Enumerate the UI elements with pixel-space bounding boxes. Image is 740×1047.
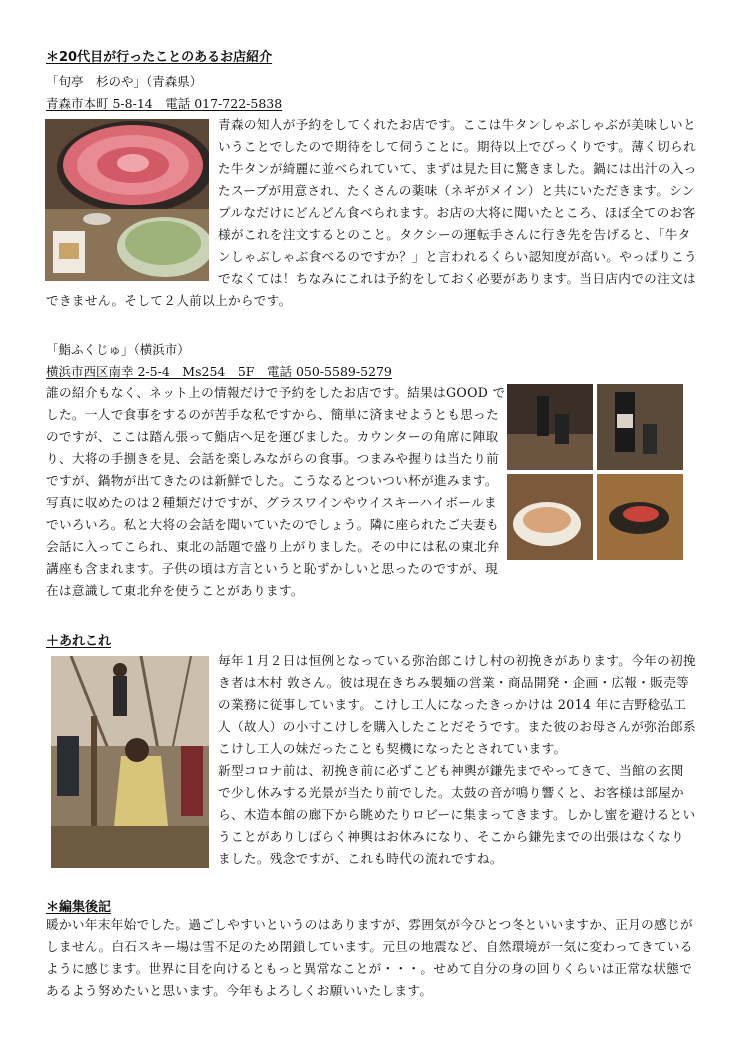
- section-heading-editorial: ＊編集後記: [46, 900, 112, 915]
- shop2-name: 「鮨ふくじゅ」（横浜市）: [46, 342, 190, 357]
- editorial-text: 暖かい年末年始でした。過ごしやすいというのはありますが、雰囲気が今ひとつ冬といいますか、正月の感じがしません。白石スキー場は雪不足のため閉鎖しています。元旦の地震など、自然環境が一気に変わってきているように感じます。世界に目を向けるともっと異常なことが・・・。せめて自分の身の回りくらいは正常な状態であるよう努めたいと思います。今年もよろしくお願いいたします。: [46, 917, 693, 998]
- misc-text-1: 毎年１月２日は恒例となっている弥治郎こけし村の初挽きがあります。今年の初挽き者は木村 敦さん。彼は現在きちみ製麺の営業・商品開発・企画・広報・販売等の業務に従事しています。こけし工人になったきっかけは 2014 年に吉野稔弘工人（故人）の小寸こけしを購入したことだそうです。また彼のお母さんが弥治郎系こけし工人の妹だったことも契機になったとされています。: [218, 653, 696, 756]
- shop1-address: 青森市本町 5-8-14 電話 017-722-5838: [46, 96, 283, 111]
- shop2-photo-spacer: [506, 382, 698, 562]
- section-heading-shops: ＊20代目が行ったことのあるお店紹介: [46, 50, 273, 65]
- shop1-photo-spacer: [46, 114, 218, 284]
- shop2-text-wrap: [46, 382, 698, 602]
- shop2-text: 誰の紹介もなく、ネット上の情報だけで予約をしたお店です。結果はGOOD でした。一人で食事をするのが苦手な私ですから、簡単に済ませようとも思ったのですが、ここは踏ん張って鮨店へ足を運びました。カウンターの角席に陣取り、大将の手捌きを見、会話を楽しみながらの食事。つまみや握りは当たり前ですが、鍋物が出てきたのは新鮮でした。こうなるとついつい杯が進みます。写真に収めたのは２種類だけですが、グラスワインやウイスキーハイボールまでいろいろ。私と大将の会話を聞いていたのでしょう。隣に座られたご夫妻も会話に入ってこられ、東北の話題で盛り上がりました。その中には私の東北弁講座も含まれます。子供の頃は方言というと恥ずかしいと思ったのですが、現在は意識して東北弁を使うことがあります。: [46, 385, 506, 598]
- shop1-name: 「旬亭 杉のや」（青森県）: [46, 74, 203, 89]
- kokeshi-event-photo: [51, 656, 209, 868]
- misc-text-wrap: [218, 650, 696, 870]
- editorial-text-wrap: [46, 914, 698, 1002]
- misc-text-2: 新型コロナ前は、初挽き前に必ずこども神輿が鎌先までやってきて、当館の玄関で少し休みする光景が当たり前でした。太鼓の音が鳴り響くと、お客様は部屋から、木造本館の廊下から眺めたりロビーに集まってきます。しかし蜜を避けるということがありしばらく神輿はお休みになり、そこから鎌先までの出張はなくなりました。残念ですが、これも時代の流れですね。: [218, 763, 696, 866]
- shop1-text-top: [46, 114, 698, 312]
- shop1-text: 青森の知人が予約をしてくれたお店です。ここは牛タンしゃぶしゃぶが美味しいということでしたので期待をして伺うことに。期待以上でびっくりです。薄く切られた牛タンが綺麗に並べられていて、まずは見た目に驚きました。鍋には出汁の入ったスープが用意され、たくさんの薬味（ネギがメイン）と共にいただきます。シンプルなだけにどんどん食べられます。お店の大将に聞いたところ、ほぼ全てのお客様がこれを注文するとのこと。タクシーの運転手さんに行き先を告げると、「牛タンしゃぶしゃぶ食べるのですか？」と言われるくらい認知度が高い。やっぱりこうでなくては！ちなみにこれは予約をしておく必要があります。当日店内での注文はできません。そして２人前以上からです。: [46, 117, 697, 308]
- shop2-address: 横浜市西区南幸 2-5-4 Ms254 5F 電話 050-5589-5279: [46, 364, 392, 379]
- section-heading-misc: ＋あれこれ: [46, 634, 112, 649]
